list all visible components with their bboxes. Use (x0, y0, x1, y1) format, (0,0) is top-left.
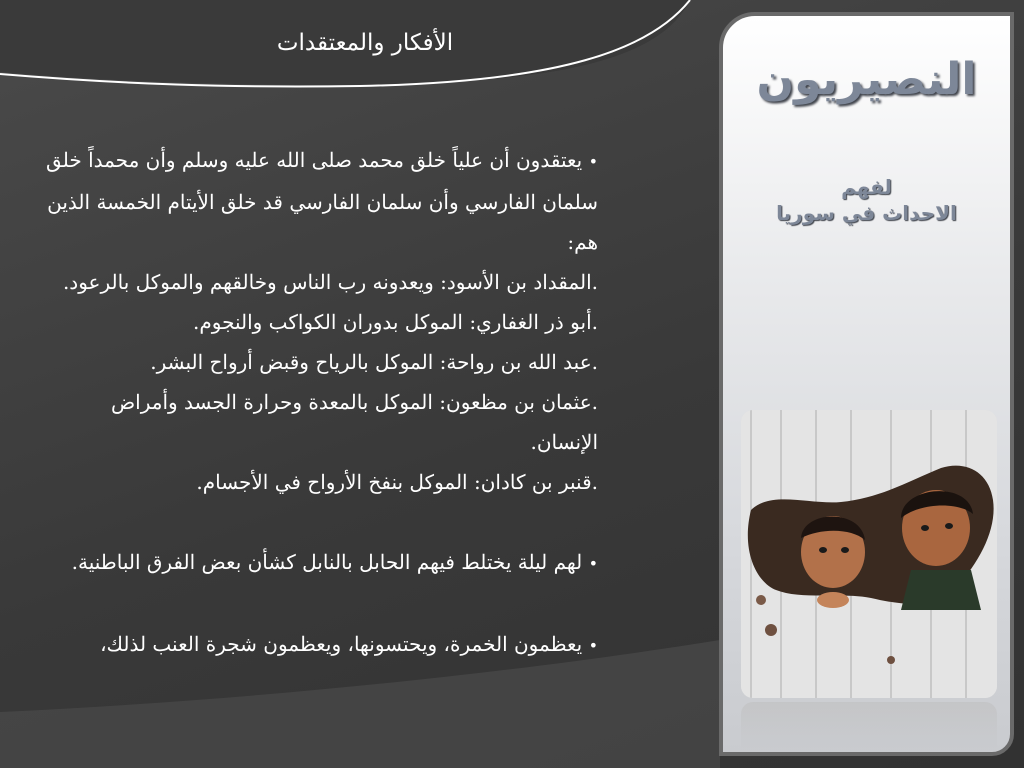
photo-reflection (741, 702, 997, 752)
bullet-icon: • (588, 636, 598, 655)
panel-subtitle-line: لفهم (841, 175, 892, 199)
bullet-icon: • (588, 554, 598, 573)
list-item: .عثمان بن مظعون: الموكل بالمعدة وحرارة الجسد وأمراض الإنسان. (111, 390, 598, 454)
bullet-content (40, 140, 598, 666)
bullet-text: لهم ليلة يختلط فيهم الحابل بالنابل كشأن بعض الفرق الباطنية. (71, 550, 583, 574)
list-item: .أبو ذر الغفاري: الموكل بدوران الكواكب والنجوم. (193, 310, 598, 334)
spacer (40, 502, 598, 542)
children-photo-image (741, 410, 997, 698)
list-item: .المقداد بن الأسود: ويعدونه رب الناس وخالقهم والموكل بالرعود. (62, 270, 598, 294)
children-photo (741, 410, 997, 698)
list-item: .عبد الله بن رواحة: الموكل بالرياح وقبض أرواح البشر. (150, 350, 598, 374)
bullet-paragraph (40, 624, 598, 666)
spacer (40, 584, 598, 624)
bullet-text: يعظمون الخمرة، ويحتسونها، ويعظمون شجرة العنب لذلك، (100, 632, 583, 656)
bullet-paragraph (40, 542, 598, 584)
bullet-paragraph (40, 140, 598, 262)
panel-subtitle-line: الاحداث في سوريا (776, 201, 957, 225)
slide-title: الأفكار والمعتقدات (276, 30, 454, 56)
list-item: .قنبر بن كادان: الموكل بنفخ الأرواح في الأجسام. (196, 470, 598, 494)
bullet-text: يعتقدون أن علياً خلق محمد صلى الله عليه وسلم وأن محمداً خلق سلمان الفارسي وأن سلمان الفارسي قد خلق الأيتام الخمسة الذين هم: (46, 148, 598, 254)
panel-subtitle (723, 174, 1010, 226)
panel-title: النصيريون (756, 54, 977, 105)
side-panel (719, 12, 1014, 756)
bullet-icon: • (588, 152, 598, 171)
